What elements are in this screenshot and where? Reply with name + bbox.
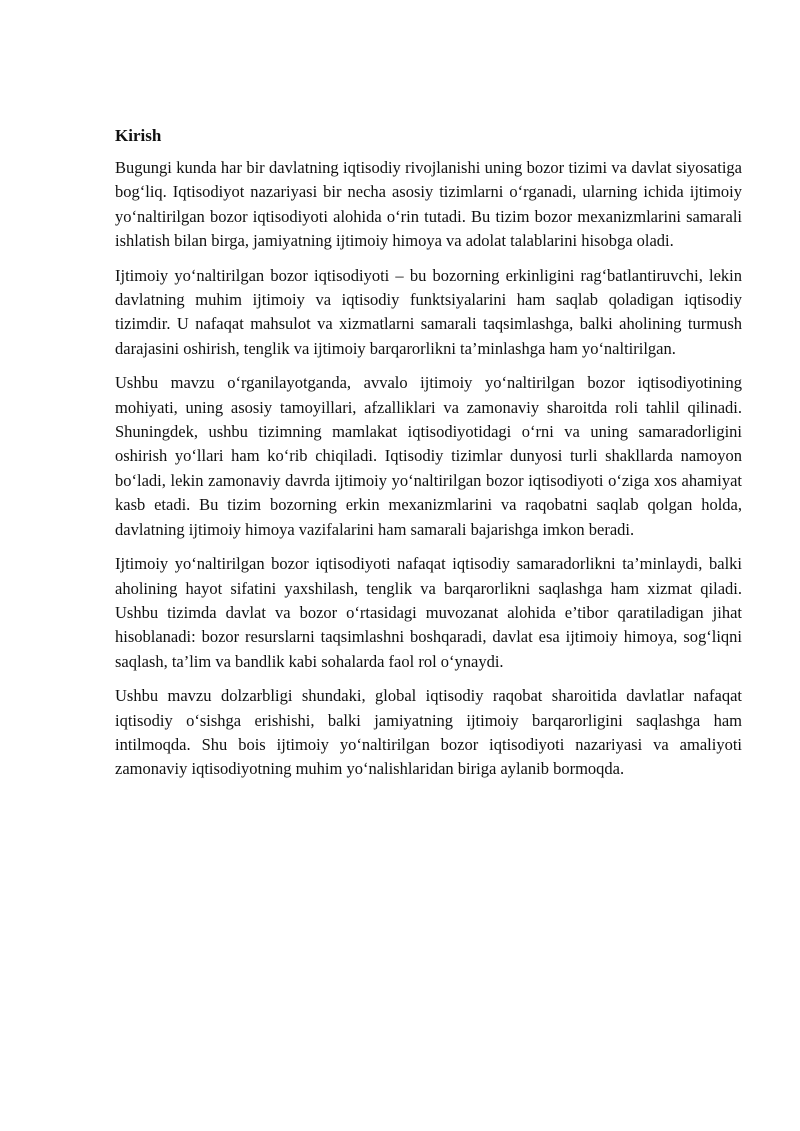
paragraph-1: Bugungi kunda har bir davlatning iqtisodiy rivojlanishi uning bozor tizimi va davlat siyosatiga bog‘liq. Iqtisodiyot nazariyasi bir necha asosiy tizimlarni o‘rganadi, ularning ichida ijtimoiy yo‘naltirilgan bozor iqtisodiyoti alohida o‘rin tutadi. Bu tizim bozor mexanizmlarini samarali ishlatish bilan birga, jamiyatning ijtimoiy himoya va adolat talablarini hisobga oladi. — [115, 158, 742, 251]
section-heading: Kirish — [115, 126, 162, 145]
document-page — [115, 124, 742, 792]
paragraph-4: Ijtimoiy yo‘naltirilgan bozor iqtisodiyoti nafaqat iqtisodiy samaradorlikni ta’minlaydi, balki aholining hayot sifatini yaxshilash, tenglik va barqarorlikni saqlashga ham xizmat qiladi. Ushbu tizimda davlat va bozor o‘rtasidagi muvozanat alohida e’tibor qaratiladigan jihat hisoblanadi: bozor resurslarni taqsimlashni boshqaradi, davlat esa ijtimoiy himoya, sog‘liqni saqlash, ta’lim va bandlik kabi sohalarda faol rol o‘ynaydi. — [115, 554, 742, 671]
paragraph-5: Ushbu mavzu dolzarbligi shundaki, global iqtisodiy raqobat sharoitida davlatlar nafaqat iqtisodiy o‘sishga erishishi, balki jamiyatning ijtimoiy barqarorligini saqlashga ham intilmoqda. Shu bois ijtimoiy yo‘naltirilgan bozor iqtisodiyoti nazariyasi va amaliyoti zamonaviy iqtisodiyotning muhim yo‘nalishlaridan biriga aylanib bormoqda. — [115, 686, 742, 779]
paragraph-2: Ijtimoiy yo‘naltirilgan bozor iqtisodiyoti – bu bozorning erkinligini rag‘batlantiruvchi, lekin davlatning muhim ijtimoiy va iqtisodiy funktsiyalarini ham saqlab qoladigan iqtisodiy tizimdir. U nafaqat mahsulot va xizmatlarni samarali taqsimlashga, balki aholining turmush darajasini oshirish, tenglik va ijtimoiy barqarorlikni ta’minlashga ham yo‘naltirilgan. — [115, 265, 742, 358]
paragraph-3: Ushbu mavzu o‘rganilayotganda, avvalo ijtimoiy yo‘naltirilgan bozor iqtisodiyotining mohiyati, uning asosiy tamoyillari, afzalliklari va zamonaviy sharoitda roli tahlil qilinadi. Shuningdek, ushbu tizimning mamlakat iqtisodiyotidagi o‘rni va uning samaradorligini oshirish yo‘llari ham ko‘rib chiqiladi. Iqtisodiy tizimlar dunyosi turli shakllarda namoyon bo‘ladi, lekin zamonaviy davrda ijtimoiy yo‘naltirilgan bozor iqtisodiyoti o‘ziga xos ahamiyat kasb etadi. Bu tizim bozorning erkin mexanizmlarini va raqobatni saqlab qolgan holda, davlatning ijtimoiy himoya vazifalarini ham samarali bajarishga imkon beradi. — [115, 373, 742, 539]
